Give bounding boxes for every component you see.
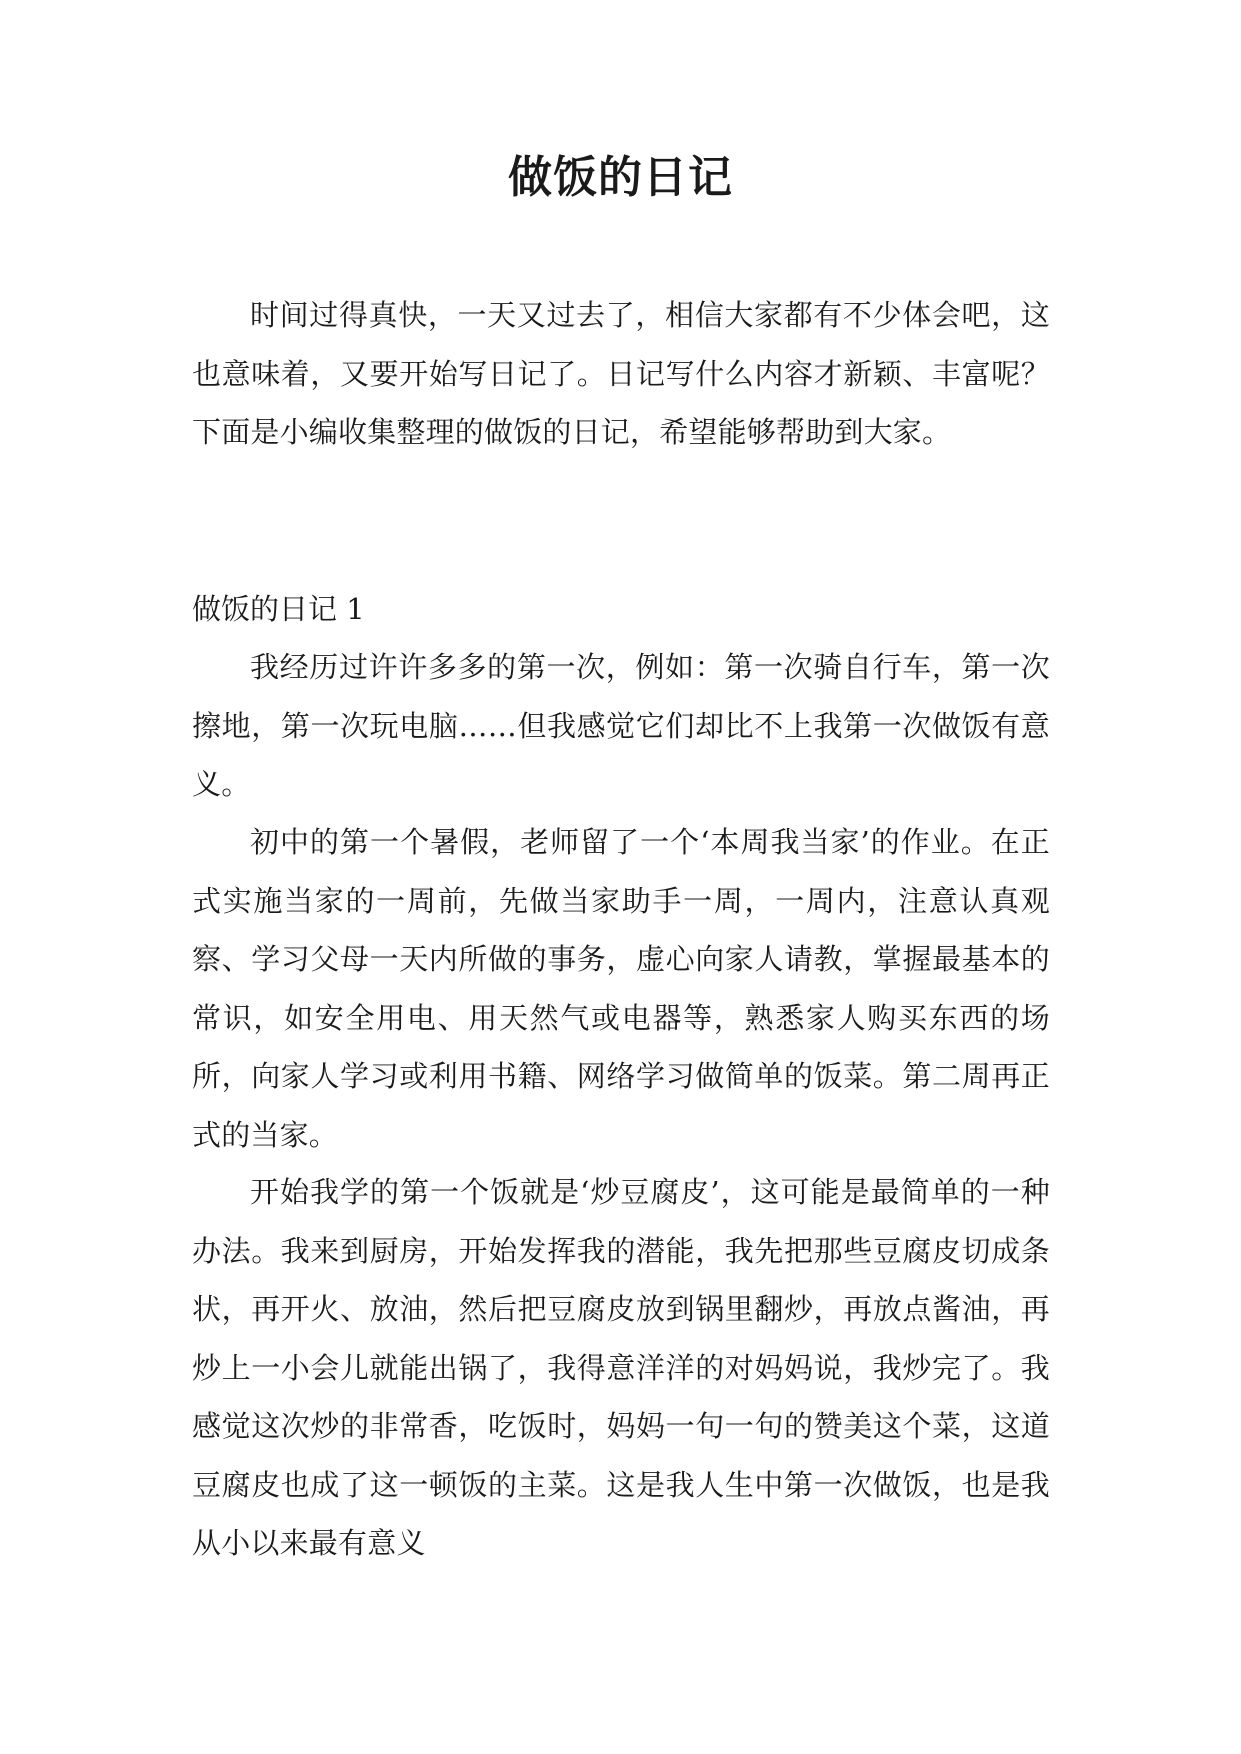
section-heading: 做饭的日记 1 [192, 592, 365, 626]
intro-paragraph: 时间过得真快，一天又过去了，相信大家都有不少体会吧，这也意味着，又要开始写日记了。日记写什么内容才新颖、丰富呢？下面是小编收集整理的做饭的日记，希望能够帮助到大家。 [192, 298, 1050, 449]
body-paragraph-2: 初中的第一个暑假，老师留了一个‘本周我当家’的作业。在正式实施当家的一周前，先做当家助手一周，一周内，注意认真观察、学习父母一天内所做的事务，虚心向家人请教，掌握最基本的常识，如安全用电、用天然气或电器等，熟悉家人购买东西的场所，向家人学习或利用书籍、网络学习做简单的饭菜。第二周再正式的当家。 [192, 825, 1050, 1152]
body-paragraph-3: 开始我学的第一个饭就是‘炒豆腐皮’，这可能是最简单的一种办法。我来到厨房，开始发挥我的潜能，我先把那些豆腐皮切成条状，再开火、放油，然后把豆腐皮放到锅里翻炒，再放点酱油，再炒上一小会儿就能出锅了，我得意洋洋的对妈妈说，我炒完了。我感觉这次炒的非常香，吃饭时，妈妈一句一句的赞美这个菜，这道豆腐皮也成了这一顿饭的主菜。这是我人生中第一次做饭，也是我从小以来最有意义 [192, 1175, 1050, 1560]
body-paragraph-1: 我经历过许许多多的第一次，例如：第一次骑自行车，第一次擦地，第一次玩电脑……但我感觉它们却比不上我第一次做饭有意义。 [192, 650, 1050, 801]
document-title: 做饭的日记 [508, 152, 733, 203]
